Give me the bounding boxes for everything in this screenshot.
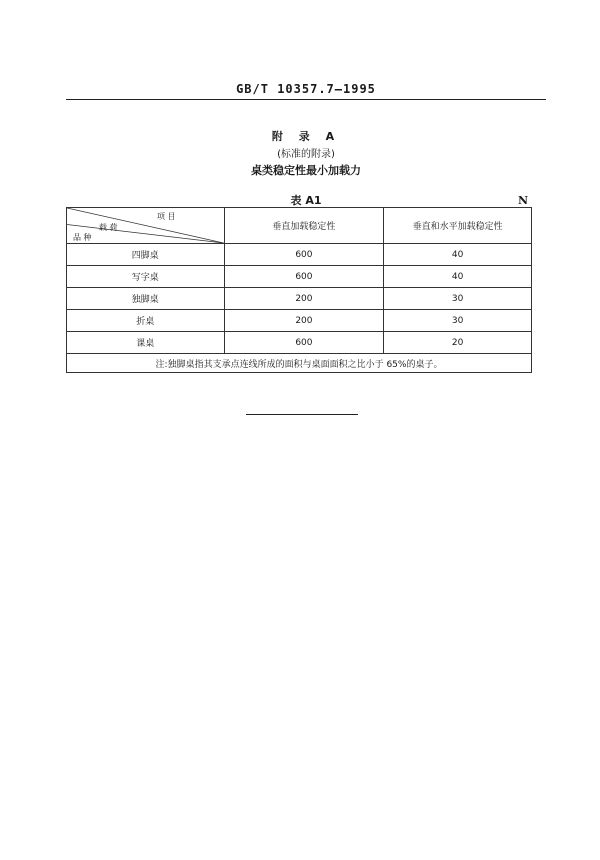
cell-vertical: 600 — [224, 244, 384, 266]
diagonal-header-cell — [67, 208, 225, 244]
table-note-row — [67, 354, 532, 373]
cell-vertical: 600 — [224, 332, 384, 354]
table-row — [67, 310, 532, 332]
cell-variety: 折桌 — [67, 310, 225, 332]
table-unit: N — [518, 194, 529, 207]
end-rule — [246, 414, 358, 415]
table-caption: 表 A1 — [290, 194, 322, 207]
cell-vertical: 600 — [224, 266, 384, 288]
cell-vertical: 200 — [224, 288, 384, 310]
table-header-row — [67, 208, 532, 244]
cell-variety: 独脚桌 — [67, 288, 225, 310]
table-row — [67, 332, 532, 354]
load-table — [66, 207, 532, 373]
appendix-subject: 桌类稳定性最小加载力 — [251, 164, 361, 177]
cell-variety: 四脚桌 — [67, 244, 225, 266]
header-variety-label: 品 种 — [73, 233, 92, 242]
table-row — [67, 288, 532, 310]
header-load-label: 载 荷 — [99, 223, 118, 232]
header-vertical-horizontal-stability: 垂直和水平加载稳定性 — [384, 208, 532, 244]
appendix-title: 附 录 A — [271, 130, 341, 143]
header-item-label: 项 目 — [157, 212, 176, 221]
header-vertical-stability: 垂直加载稳定性 — [224, 208, 384, 244]
standard-number: GB/T 10357.7—1995 — [236, 82, 376, 96]
cell-variety: 写字桌 — [67, 266, 225, 288]
cell-vertical-horizontal: 20 — [384, 332, 532, 354]
cell-variety: 课桌 — [67, 332, 225, 354]
cell-vertical: 200 — [224, 310, 384, 332]
table-row — [67, 244, 532, 266]
cell-vertical-horizontal: 40 — [384, 244, 532, 266]
cell-vertical-horizontal: 40 — [384, 266, 532, 288]
cell-vertical-horizontal: 30 — [384, 310, 532, 332]
cell-vertical-horizontal: 30 — [384, 288, 532, 310]
header-divider — [66, 99, 546, 100]
table-row — [67, 266, 532, 288]
table-note: 注:独脚桌指其支承点连线所成的面积与桌面面积之比小于 65%的桌子。 — [67, 354, 532, 373]
appendix-type: (标准的附录) — [277, 149, 335, 160]
